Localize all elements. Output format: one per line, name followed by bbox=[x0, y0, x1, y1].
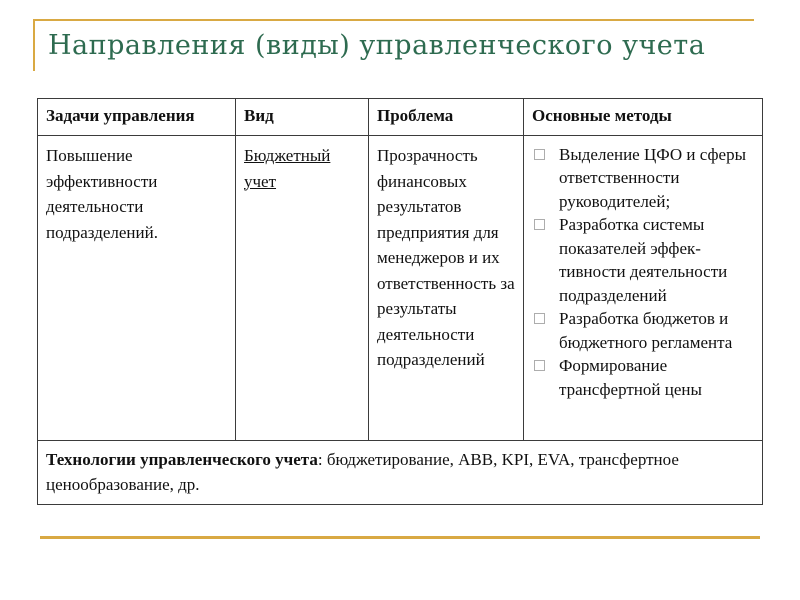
list-item bbox=[532, 213, 754, 307]
technologies-value: : бюджетирование, ABB, KPI, EVA, трансфертное ценообразование, др. bbox=[46, 450, 679, 494]
column-header-methods: Основные методы bbox=[524, 99, 763, 136]
column-header-kind: Вид bbox=[236, 99, 369, 136]
method-text: Выделение ЦФО и сферы ответственности руководителей; bbox=[559, 145, 746, 211]
list-item bbox=[532, 307, 754, 354]
square-bullet-icon bbox=[534, 360, 545, 371]
cell-kind bbox=[236, 136, 369, 441]
methods-list bbox=[532, 143, 754, 401]
cell-task: Повышение эффективности деятельности подразделений. bbox=[38, 136, 236, 441]
technologies-label: Технологии управленческого учета bbox=[46, 450, 318, 469]
square-bullet-icon bbox=[534, 219, 545, 230]
list-item bbox=[532, 354, 754, 401]
cell-methods bbox=[524, 136, 763, 441]
bottom-accent-line bbox=[40, 536, 760, 539]
method-text: Разработка системы показателей эффективности деятельности подразделений bbox=[559, 215, 728, 305]
management-accounting-table bbox=[37, 98, 763, 505]
slide-title: Направления (виды) управленческого учета bbox=[48, 30, 706, 61]
method-text: Формирование трансфертной цены bbox=[559, 356, 702, 399]
cell-problem: Прозрачность финансовых результатов предприятия для менеджеров и их ответственность за результаты деятельности подразделений bbox=[369, 136, 524, 441]
square-bullet-icon bbox=[534, 149, 545, 160]
kind-link-text: Бюджетный учет bbox=[244, 146, 331, 191]
table-header-row bbox=[38, 99, 763, 136]
cell-technologies bbox=[38, 441, 763, 505]
table-footer-row bbox=[38, 441, 763, 505]
table-row bbox=[38, 136, 763, 441]
column-header-tasks: Задачи управления bbox=[38, 99, 236, 136]
method-text: Разработка бюджетов и бюджетного регламента bbox=[559, 309, 733, 352]
column-header-problem: Проблема bbox=[369, 99, 524, 136]
square-bullet-icon bbox=[534, 313, 545, 324]
list-item bbox=[532, 143, 754, 213]
